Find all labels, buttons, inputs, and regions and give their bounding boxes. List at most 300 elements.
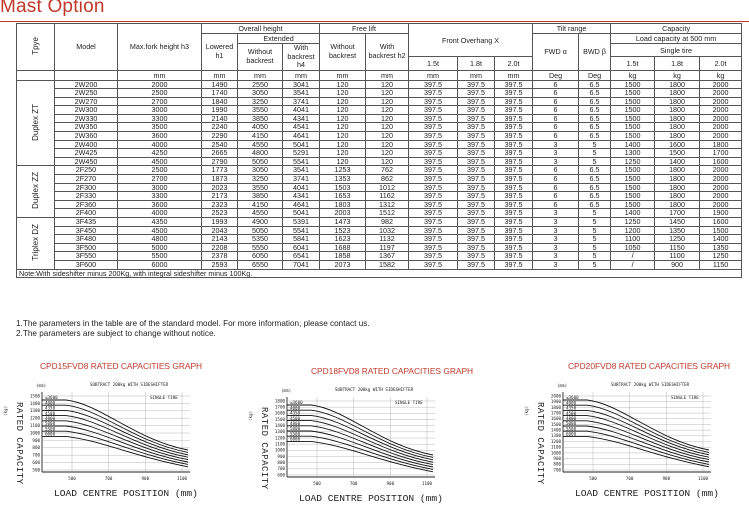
value-cell: 1623	[320, 235, 366, 244]
y-tick-label: 1600	[550, 416, 561, 422]
value-cell: 5391	[283, 218, 320, 227]
model-cell: 2F270	[55, 175, 118, 184]
value-cell: 1367	[366, 252, 409, 261]
value-cell: 120	[320, 97, 366, 106]
value-cell: 5350	[238, 235, 283, 244]
value-cell: 4150	[238, 132, 283, 141]
col-free-with: With backrest h2	[366, 34, 409, 71]
value-cell: 6.5	[579, 183, 611, 192]
value-cell: 2000	[700, 192, 742, 201]
value-cell: 2000	[700, 97, 742, 106]
curve-height-label: 4000	[290, 405, 301, 411]
value-cell: 120	[320, 149, 366, 158]
value-cell: 1050	[611, 243, 655, 252]
value-cell: 2073	[320, 260, 366, 269]
value-cell: 5541	[283, 157, 320, 166]
value-cell: 1312	[366, 200, 409, 209]
value-cell: 120	[320, 114, 366, 123]
unit-cell: mm	[495, 70, 533, 80]
value-cell: 3600	[118, 132, 202, 141]
value-cell: 4550	[238, 209, 283, 218]
value-cell: 3741	[283, 97, 320, 106]
value-cell: 2378	[202, 252, 238, 261]
x-tick-label: 500	[589, 476, 597, 481]
value-cell: 1800	[655, 175, 700, 184]
col-load-capacity: Load capacity at 500 mm	[611, 34, 742, 44]
value-cell: 1012	[366, 183, 409, 192]
value-cell: 5	[579, 226, 611, 235]
y-tick-label: 1700	[550, 410, 561, 416]
value-cell: 7041	[283, 260, 320, 269]
value-cell: 397.5	[458, 106, 495, 115]
value-cell: 4050	[238, 123, 283, 132]
model-cell: 2F250	[55, 166, 118, 175]
value-cell: 1840	[202, 97, 238, 106]
value-cell: 3041	[283, 80, 320, 89]
unit-label-top: (mm)	[36, 383, 47, 388]
value-cell: 6	[533, 166, 579, 175]
curve-height-label: ≤3600	[566, 395, 579, 401]
value-cell: 4041	[283, 183, 320, 192]
y-tick-label: 700	[32, 452, 40, 458]
table-row	[17, 260, 742, 269]
value-cell: 6	[533, 175, 579, 184]
model-cell: 2F360	[55, 200, 118, 209]
graph-subtitle: SUBTRACT 200kg WITH SIDESHIFTER	[335, 387, 414, 392]
value-cell: 2000	[700, 80, 742, 89]
value-cell: 2700	[118, 175, 202, 184]
y-tick-label: 1500	[550, 421, 561, 427]
value-cell: 397.5	[409, 175, 458, 184]
unit-cell: Deg	[533, 70, 579, 80]
value-cell: 4541	[283, 123, 320, 132]
value-cell: 4900	[238, 218, 283, 227]
page-title: Mast Option	[0, 0, 105, 17]
value-cell: 4341	[283, 114, 320, 123]
value-cell: 1503	[320, 183, 366, 192]
value-cell: 397.5	[495, 218, 533, 227]
unit-cell: mm	[366, 70, 409, 80]
units-row	[17, 70, 742, 80]
unit-cell: kg	[655, 70, 700, 80]
value-cell: 1300	[611, 149, 655, 158]
value-cell: 6	[533, 97, 579, 106]
value-cell: 5050	[238, 226, 283, 235]
model-cell: 3F435	[55, 218, 118, 227]
value-cell: 6	[533, 123, 579, 132]
x-tick-label: 1100	[697, 476, 709, 481]
x-tick-label: 1100	[421, 481, 433, 486]
value-cell: 397.5	[409, 218, 458, 227]
y-tick-label: 1200	[550, 438, 561, 444]
model-cell: 2W330	[55, 114, 118, 123]
col-oh-20: 2.0t	[495, 57, 533, 70]
value-cell: 2000	[700, 132, 742, 141]
value-cell: 397.5	[458, 123, 495, 132]
value-cell: 3	[533, 140, 579, 149]
value-cell: 6.5	[579, 132, 611, 141]
model-cell: 2W360	[55, 132, 118, 141]
value-cell: 397.5	[458, 235, 495, 244]
value-cell: 397.5	[409, 166, 458, 175]
x-tick-label: 900	[386, 481, 395, 486]
tire-label: SINGLE TIRE	[671, 395, 699, 400]
value-cell: 1132	[366, 235, 409, 244]
value-cell: 4250	[118, 149, 202, 158]
value-cell: 1500	[611, 106, 655, 115]
value-cell: 4800	[238, 149, 283, 158]
value-cell: 1582	[366, 260, 409, 269]
col-oh-18: 1.8t	[458, 57, 495, 70]
notes-block	[16, 319, 370, 339]
curve-height-label: 5500	[566, 426, 577, 432]
value-cell: 397.5	[458, 226, 495, 235]
x-tick-label: 1100	[176, 476, 188, 481]
value-cell: 1150	[700, 260, 742, 269]
value-cell: 2500	[118, 166, 202, 175]
table-row	[17, 132, 742, 141]
value-cell: 5	[579, 140, 611, 149]
value-cell: 397.5	[409, 252, 458, 261]
value-cell: 1250	[611, 218, 655, 227]
value-cell: 120	[320, 89, 366, 98]
value-cell: 1400	[611, 209, 655, 218]
value-cell: 6.5	[579, 114, 611, 123]
value-cell: 1500	[611, 183, 655, 192]
value-cell: 2140	[202, 114, 238, 123]
value-cell: 6541	[283, 252, 320, 261]
value-cell: 6	[533, 192, 579, 201]
value-cell: 397.5	[458, 260, 495, 269]
x-axis-title: LOAD CENTRE POSITION (mm)	[54, 488, 198, 499]
graph-cpd15	[5, 372, 220, 512]
value-cell: 3	[533, 149, 579, 158]
value-cell: 5	[579, 157, 611, 166]
value-cell: 6	[533, 80, 579, 89]
y-tick-label: 2000	[550, 393, 561, 399]
spec-table-body	[17, 80, 742, 269]
value-cell: 3000	[118, 183, 202, 192]
value-cell: 2593	[202, 260, 238, 269]
graph-cpd18	[250, 377, 490, 517]
value-cell: 120	[366, 123, 409, 132]
value-cell: 3	[533, 252, 579, 261]
value-cell: 1250	[655, 235, 700, 244]
value-cell: 397.5	[495, 89, 533, 98]
unit-cell: mm	[202, 70, 238, 80]
y-tick-label: 1400	[29, 400, 40, 406]
value-cell: 397.5	[409, 157, 458, 166]
value-cell: 3500	[118, 123, 202, 132]
value-cell: 397.5	[495, 243, 533, 252]
curve-height-label: 4350	[45, 405, 56, 411]
value-cell: 397.5	[495, 114, 533, 123]
value-cell: 1353	[320, 175, 366, 184]
value-cell: 6050	[238, 252, 283, 261]
y-tick-label: 600	[32, 460, 40, 465]
value-cell: 2000	[700, 200, 742, 209]
table-row	[17, 175, 742, 184]
value-cell: 1400	[611, 140, 655, 149]
value-cell: 3300	[118, 114, 202, 123]
unit-cell: mm	[409, 70, 458, 80]
value-cell: 2000	[700, 166, 742, 175]
value-cell: 3	[533, 235, 579, 244]
capacity-curve	[42, 400, 188, 450]
note-line: 1.The parameters in the table are of the standard model. For more information, please contact us.	[16, 319, 370, 328]
curve-height-label: 4800	[45, 416, 56, 421]
value-cell: 1800	[700, 140, 742, 149]
value-cell: 397.5	[495, 209, 533, 218]
value-cell: 3600	[118, 200, 202, 209]
y-tick-label: 1600	[274, 410, 285, 416]
col-cap-20: 2.0t	[700, 57, 742, 70]
value-cell: 397.5	[458, 89, 495, 98]
value-cell: 397.5	[495, 226, 533, 235]
value-cell: 397.5	[409, 209, 458, 218]
value-cell: 2790	[202, 157, 238, 166]
curve-height-label: 5000	[566, 421, 577, 427]
value-cell: 1600	[700, 157, 742, 166]
model-cell: 2W200	[55, 80, 118, 89]
value-cell: 397.5	[495, 192, 533, 201]
note-line: 2.The parameters are subject to change without notice.	[16, 329, 216, 338]
value-cell: 5291	[283, 149, 320, 158]
title-divider	[0, 21, 749, 22]
y-tick-label: 1100	[274, 441, 285, 447]
y-tick-label: 1200	[29, 415, 40, 421]
value-cell: 397.5	[409, 106, 458, 115]
value-cell: 397.5	[458, 200, 495, 209]
value-cell: 3741	[283, 175, 320, 184]
col-max-fork-height: Max.fork height h3	[118, 24, 202, 71]
value-cell: 2000	[118, 80, 202, 89]
value-cell: 2523	[202, 209, 238, 218]
value-cell: 6	[533, 89, 579, 98]
model-cell: 2W250	[55, 89, 118, 98]
unit-label-left: (kg)	[248, 410, 253, 421]
value-cell: 120	[366, 89, 409, 98]
value-cell: 1473	[320, 218, 366, 227]
x-tick-label: 700	[625, 476, 634, 481]
value-cell: 397.5	[458, 183, 495, 192]
model-cell: 3F500	[55, 243, 118, 252]
value-cell: 1600	[700, 218, 742, 227]
value-cell: 6.5	[579, 80, 611, 89]
unit-label-top: (mm)	[281, 388, 292, 393]
col-cap-18: 1.8t	[655, 57, 700, 70]
value-cell: 397.5	[495, 166, 533, 175]
unit-cell: kg	[611, 70, 655, 80]
y-tick-label: 800	[32, 445, 40, 451]
value-cell: 1800	[655, 132, 700, 141]
value-cell: 397.5	[495, 140, 533, 149]
curve-height-label: 6000	[45, 431, 56, 437]
value-cell: 6	[533, 200, 579, 209]
value-cell: 397.5	[495, 132, 533, 141]
value-cell: 397.5	[409, 140, 458, 149]
curve-height-label: 5500	[45, 426, 56, 432]
col-fwd: FWD α	[533, 34, 579, 71]
value-cell: 397.5	[458, 218, 495, 227]
value-cell: 397.5	[495, 157, 533, 166]
y-tick-label: 1400	[274, 423, 285, 429]
value-cell: 5	[579, 260, 611, 269]
value-cell: 397.5	[409, 149, 458, 158]
value-cell: 120	[366, 106, 409, 115]
x-tick-label: 700	[349, 481, 358, 486]
model-cell: 2F400	[55, 209, 118, 218]
mast-type-cell: Duplex ZT	[17, 80, 55, 166]
value-cell: 1350	[655, 226, 700, 235]
mast-spec-table	[16, 23, 742, 278]
x-tick-label: 500	[313, 481, 321, 486]
x-axis-title: LOAD CENTRE POSITION (mm)	[575, 488, 719, 499]
value-cell: 1653	[320, 192, 366, 201]
curve-height-label: 6000	[566, 431, 577, 437]
value-cell: 397.5	[495, 200, 533, 209]
value-cell: 5541	[283, 226, 320, 235]
value-cell: 120	[320, 123, 366, 132]
value-cell: 397.5	[458, 166, 495, 175]
col-front-overhang: Front Overhang X	[409, 24, 533, 57]
value-cell: 120	[366, 132, 409, 141]
value-cell: 2000	[700, 183, 742, 192]
y-tick-label: 1900	[550, 399, 561, 405]
y-tick-label: 1800	[550, 404, 561, 410]
value-cell: 5550	[238, 243, 283, 252]
value-cell: 397.5	[458, 243, 495, 252]
value-cell: 120	[320, 106, 366, 115]
value-cell: 1800	[655, 80, 700, 89]
graph-title-cpd18: CPD18FVD8 RATED CAPACITIES GRAPH	[311, 366, 474, 376]
value-cell: 6.5	[579, 106, 611, 115]
col-free-lift: Free lift	[320, 24, 409, 34]
model-cell: 2F300	[55, 183, 118, 192]
value-cell: 1197	[366, 243, 409, 252]
value-cell: 862	[366, 175, 409, 184]
value-cell: 397.5	[495, 235, 533, 244]
curve-height-label: 4350	[566, 405, 577, 411]
value-cell: 397.5	[458, 157, 495, 166]
value-cell: 120	[366, 149, 409, 158]
value-cell: 3550	[238, 183, 283, 192]
y-tick-label: 1700	[274, 404, 285, 410]
value-cell: 397.5	[495, 183, 533, 192]
value-cell: 1250	[611, 157, 655, 166]
value-cell: 2540	[202, 140, 238, 149]
value-cell: 2700	[118, 97, 202, 106]
value-cell: 120	[366, 140, 409, 149]
col-model: Model	[55, 24, 118, 71]
mast-type-cell: Duplex ZZ	[17, 166, 55, 218]
curve-height-label: 4800	[566, 416, 577, 421]
table-note: Note:With sideshifter minus 200Kg, with integral sideshifter minus 100Kg.	[17, 269, 742, 278]
unit-label-left: (kg)	[524, 405, 529, 416]
value-cell: 120	[366, 80, 409, 89]
value-cell: 2043	[202, 226, 238, 235]
value-cell: 3	[533, 157, 579, 166]
value-cell: 6	[533, 114, 579, 123]
value-cell: /	[611, 252, 655, 261]
capacity-curve	[563, 405, 709, 452]
value-cell: 397.5	[409, 97, 458, 106]
unit-label-left: (kg)	[3, 405, 8, 416]
col-extended: Extended	[238, 34, 320, 44]
value-cell: 397.5	[409, 192, 458, 201]
model-cell: 2W425	[55, 149, 118, 158]
value-cell: 1512	[366, 209, 409, 218]
value-cell: 2208	[202, 243, 238, 252]
value-cell: 4150	[238, 200, 283, 209]
value-cell: 1700	[655, 209, 700, 218]
col-cap-15: 1.5t	[611, 57, 655, 70]
col-oh-15: 1.5t	[409, 57, 458, 70]
value-cell: 4550	[238, 140, 283, 149]
y-axis-title: RATED CAPACITY	[14, 402, 24, 485]
value-cell: 1500	[611, 97, 655, 106]
value-cell: 397.5	[409, 260, 458, 269]
unit-cell: mm	[320, 70, 366, 80]
graph-subtitle: SUBTRACT 200kg WITH SIDESHIFTER	[90, 382, 169, 387]
value-cell: 1500	[611, 80, 655, 89]
value-cell: 2500	[118, 89, 202, 98]
value-cell: 4641	[283, 132, 320, 141]
value-cell: 2023	[202, 183, 238, 192]
curve-height-label: 4000	[566, 400, 577, 406]
value-cell: 1490	[202, 80, 238, 89]
value-cell: 1800	[655, 97, 700, 106]
value-cell: 3	[533, 260, 579, 269]
x-tick-label: 700	[104, 476, 113, 481]
value-cell: 397.5	[409, 132, 458, 141]
value-cell: 4000	[118, 140, 202, 149]
value-cell: 1162	[366, 192, 409, 201]
value-cell: 6.5	[579, 97, 611, 106]
value-cell: 1800	[655, 89, 700, 98]
value-cell: 397.5	[495, 123, 533, 132]
y-tick-label: 1300	[274, 429, 285, 435]
value-cell: 5	[579, 252, 611, 261]
value-cell: 5041	[283, 209, 320, 218]
value-cell: 2665	[202, 149, 238, 158]
unit-cell: mm	[118, 70, 202, 80]
col-bwd: BWD β	[579, 34, 611, 71]
value-cell: 120	[366, 157, 409, 166]
y-tick-label: 1100	[550, 444, 561, 450]
value-cell: 6	[533, 183, 579, 192]
value-cell: 2000	[700, 114, 742, 123]
value-cell: 762	[366, 166, 409, 175]
model-cell: 2W350	[55, 123, 118, 132]
value-cell: 6.5	[579, 89, 611, 98]
value-cell: 4500	[118, 226, 202, 235]
model-cell: 2W300	[55, 106, 118, 115]
value-cell: 1800	[655, 200, 700, 209]
value-cell: 397.5	[409, 80, 458, 89]
value-cell: 3	[533, 209, 579, 218]
y-tick-label: 1400	[550, 427, 561, 433]
value-cell: 4341	[283, 192, 320, 201]
model-cell: 3F550	[55, 252, 118, 261]
value-cell: 6041	[283, 243, 320, 252]
y-tick-label: 1500	[29, 393, 40, 399]
y-axis-title: RATED CAPACITY	[259, 407, 269, 490]
y-tick-label: 1000	[29, 430, 40, 436]
value-cell: 6.5	[579, 166, 611, 175]
value-cell: 2000	[700, 123, 742, 132]
value-cell: 6.5	[579, 175, 611, 184]
